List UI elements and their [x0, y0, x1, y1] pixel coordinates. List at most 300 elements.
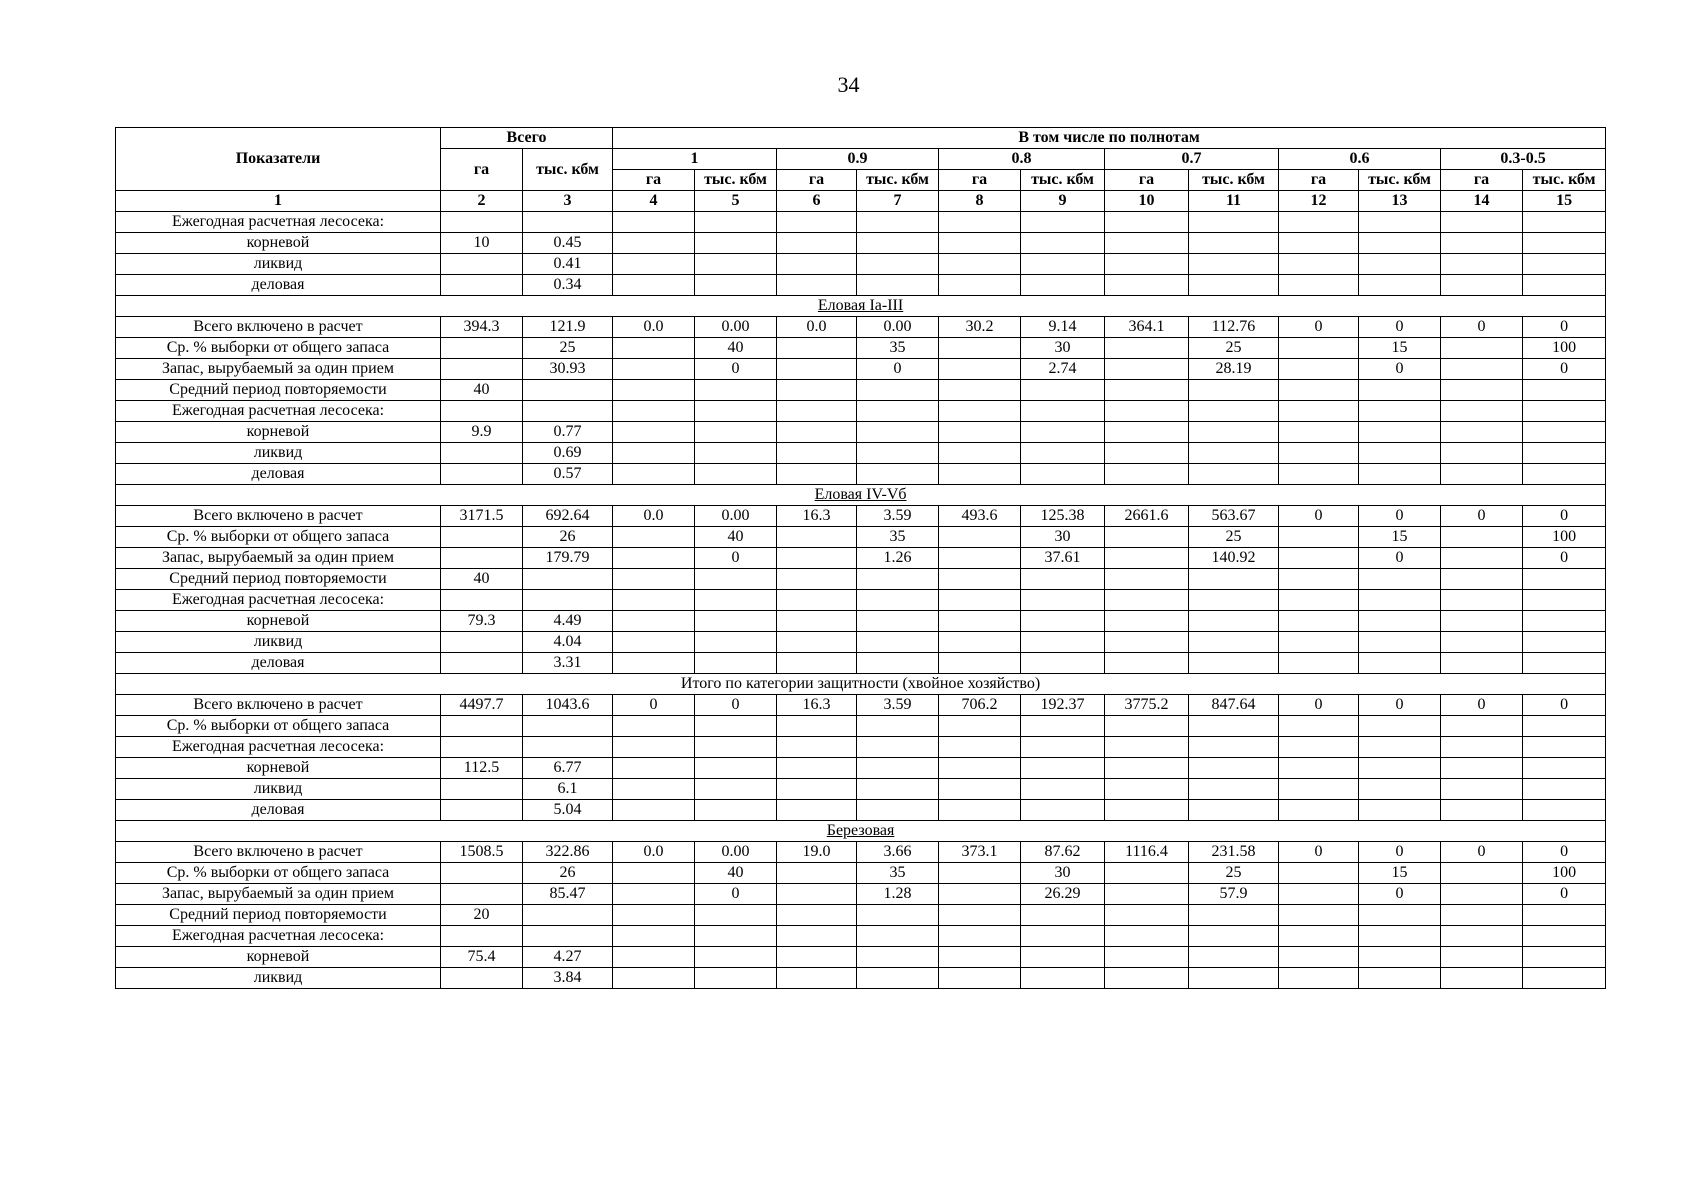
table-cell: [857, 401, 939, 422]
table-cell: [1021, 275, 1105, 296]
table-cell: [1279, 653, 1359, 674]
table-cell: [857, 464, 939, 485]
table-row: [116, 506, 1606, 527]
table-cell: 0: [613, 695, 695, 716]
table-cell: [1523, 737, 1606, 758]
table-cell: [1441, 611, 1523, 632]
table-cell: [695, 800, 777, 821]
column-number: 8: [939, 191, 1021, 212]
table-cell: 706.2: [939, 695, 1021, 716]
table-cell: [939, 905, 1021, 926]
table-cell: [1441, 947, 1523, 968]
column-number-row: [116, 191, 1606, 212]
table-cell: [939, 380, 1021, 401]
row-label: Запас, вырубаемый за один прием: [116, 548, 441, 569]
table-cell: [695, 401, 777, 422]
section-title: Березовая: [116, 821, 1606, 842]
table-cell: 0: [1523, 359, 1606, 380]
table-cell: [1279, 590, 1359, 611]
table-cell: [695, 779, 777, 800]
row-label: Всего включено в расчет: [116, 506, 441, 527]
header-density-0-8: 0.8: [939, 149, 1105, 170]
table-cell: [1021, 758, 1105, 779]
table-cell: [1189, 758, 1279, 779]
table-cell: [695, 653, 777, 674]
table-cell: [939, 233, 1021, 254]
table-cell: [1021, 737, 1105, 758]
table-cell: [695, 905, 777, 926]
table-cell: 6.77: [523, 758, 613, 779]
column-number: 6: [777, 191, 857, 212]
table-cell: [939, 716, 1021, 737]
table-cell: [939, 464, 1021, 485]
table-cell: [1105, 359, 1189, 380]
table-cell: [777, 905, 857, 926]
table-cell: [613, 716, 695, 737]
table-cell: [613, 905, 695, 926]
row-label: ликвид: [116, 254, 441, 275]
table-cell: [777, 632, 857, 653]
table-cell: [857, 905, 939, 926]
table-cell: 0: [1523, 695, 1606, 716]
table-cell: [523, 926, 613, 947]
row-label: Средний период повторяемости: [116, 380, 441, 401]
table-cell: [1105, 548, 1189, 569]
section-row: [116, 821, 1606, 842]
table-cell: [1105, 401, 1189, 422]
header-vol: тыс. кбм: [1021, 170, 1105, 191]
table-cell: [1279, 338, 1359, 359]
table-cell: [1523, 422, 1606, 443]
table-cell: [1021, 653, 1105, 674]
column-number: 9: [1021, 191, 1105, 212]
header-ha: га: [1105, 170, 1189, 191]
table-cell: [1523, 800, 1606, 821]
table-cell: 125.38: [1021, 506, 1105, 527]
table-cell: [695, 716, 777, 737]
table-cell: [1359, 233, 1441, 254]
table-row: [116, 905, 1606, 926]
table-cell: [613, 758, 695, 779]
table-cell: 5.04: [523, 800, 613, 821]
table-cell: [1359, 926, 1441, 947]
table-cell: [857, 590, 939, 611]
table-cell: [939, 422, 1021, 443]
table-cell: 373.1: [939, 842, 1021, 863]
column-number: 1: [116, 191, 441, 212]
table-cell: [777, 233, 857, 254]
table-row: [116, 716, 1606, 737]
table-cell: [1359, 611, 1441, 632]
table-cell: [1189, 653, 1279, 674]
table-cell: [613, 884, 695, 905]
table-cell: [695, 443, 777, 464]
table-cell: [1105, 527, 1189, 548]
table-cell: [613, 359, 695, 380]
table-cell: 0.34: [523, 275, 613, 296]
table-cell: 0: [1359, 317, 1441, 338]
table-cell: [695, 380, 777, 401]
table-cell: [1105, 653, 1189, 674]
table-cell: [857, 569, 939, 590]
table-cell: [523, 905, 613, 926]
table-cell: [777, 359, 857, 380]
table-cell: 322.86: [523, 842, 613, 863]
table-cell: [613, 968, 695, 989]
table-cell: 3.66: [857, 842, 939, 863]
table-cell: [1105, 632, 1189, 653]
table-cell: 1.28: [857, 884, 939, 905]
table-cell: [613, 569, 695, 590]
table-cell: [1523, 254, 1606, 275]
table-cell: 0.00: [695, 506, 777, 527]
table-cell: [1523, 611, 1606, 632]
table-cell: 6.1: [523, 779, 613, 800]
row-label: деловая: [116, 275, 441, 296]
table-cell: [1279, 548, 1359, 569]
table-cell: [613, 527, 695, 548]
table-cell: [695, 569, 777, 590]
row-label: Всего включено в расчет: [116, 695, 441, 716]
table-cell: [1523, 968, 1606, 989]
table-cell: [1105, 464, 1189, 485]
table-cell: [1523, 464, 1606, 485]
table-cell: [1359, 968, 1441, 989]
table-cell: 0: [1359, 548, 1441, 569]
table-cell: [1523, 569, 1606, 590]
table-cell: 692.64: [523, 506, 613, 527]
table-cell: 493.6: [939, 506, 1021, 527]
table-cell: 40: [695, 863, 777, 884]
table-cell: [1359, 779, 1441, 800]
table-cell: 25: [523, 338, 613, 359]
table-cell: [523, 590, 613, 611]
header-ha: га: [613, 170, 695, 191]
header-ha: га: [939, 170, 1021, 191]
table-cell: [523, 212, 613, 233]
table-cell: [777, 884, 857, 905]
table-cell: [857, 800, 939, 821]
table-cell: [1441, 800, 1523, 821]
table-cell: 3.59: [857, 506, 939, 527]
header-density-0-3-0-5: 0.3-0.5: [1441, 149, 1606, 170]
table-cell: [441, 443, 523, 464]
table-cell: [1105, 254, 1189, 275]
table-row: [116, 422, 1606, 443]
table-cell: [1279, 464, 1359, 485]
table-cell: [441, 527, 523, 548]
table-cell: [939, 548, 1021, 569]
column-number: 5: [695, 191, 777, 212]
table-cell: [939, 758, 1021, 779]
table-cell: [1105, 968, 1189, 989]
header-ha: га: [1279, 170, 1359, 191]
table-cell: [613, 653, 695, 674]
table-cell: 4.04: [523, 632, 613, 653]
table-cell: [1021, 611, 1105, 632]
row-label: корневой: [116, 233, 441, 254]
row-label: Ср. % выборки от общего запаса: [116, 863, 441, 884]
table-cell: [1441, 380, 1523, 401]
table-cell: [523, 737, 613, 758]
table-cell: [1359, 443, 1441, 464]
row-label: Всего включено в расчет: [116, 842, 441, 863]
table-row: [116, 947, 1606, 968]
table-cell: [777, 275, 857, 296]
table-cell: 140.92: [1189, 548, 1279, 569]
table-cell: [1105, 275, 1189, 296]
row-label: Запас, вырубаемый за один прием: [116, 884, 441, 905]
table-cell: 0: [1359, 842, 1441, 863]
row-label: корневой: [116, 758, 441, 779]
table-cell: 0: [1441, 506, 1523, 527]
table-cell: [1359, 569, 1441, 590]
table-cell: 0: [1359, 506, 1441, 527]
table-cell: [857, 212, 939, 233]
table-cell: [777, 800, 857, 821]
table-cell: 0: [1359, 884, 1441, 905]
table-cell: 3171.5: [441, 506, 523, 527]
table-cell: [1441, 443, 1523, 464]
header-vol: тыс. кбм: [1523, 170, 1606, 191]
table-cell: [1021, 590, 1105, 611]
table-cell: 35: [857, 338, 939, 359]
table-cell: [939, 884, 1021, 905]
table-cell: [523, 380, 613, 401]
table-cell: [1279, 527, 1359, 548]
table-row: [116, 800, 1606, 821]
column-number: 3: [523, 191, 613, 212]
table-cell: [1189, 779, 1279, 800]
table-row: [116, 548, 1606, 569]
table-row: [116, 212, 1606, 233]
header-vol: тыс. кбм: [857, 170, 939, 191]
table-row: [116, 569, 1606, 590]
table-cell: [1021, 422, 1105, 443]
table-cell: [441, 800, 523, 821]
table-cell: [613, 779, 695, 800]
table-cell: 40: [441, 380, 523, 401]
table-cell: [1441, 464, 1523, 485]
table-cell: [939, 800, 1021, 821]
column-number: 2: [441, 191, 523, 212]
table-cell: [1523, 401, 1606, 422]
table-cell: 30: [1021, 863, 1105, 884]
table-cell: 25: [1189, 527, 1279, 548]
table-cell: [777, 443, 857, 464]
section-title: Итого по категории защитности (хвойное хозяйство): [116, 674, 1606, 695]
row-label: Ежегодная расчетная лесосека:: [116, 590, 441, 611]
table-cell: 9.14: [1021, 317, 1105, 338]
table-cell: [441, 338, 523, 359]
table-cell: 85.47: [523, 884, 613, 905]
table-cell: [777, 212, 857, 233]
table-cell: 35: [857, 527, 939, 548]
section-row: [116, 674, 1606, 695]
row-label: Средний период повторяемости: [116, 569, 441, 590]
table-cell: 100: [1523, 338, 1606, 359]
table-cell: 0.41: [523, 254, 613, 275]
table-cell: [1359, 590, 1441, 611]
column-number: 15: [1523, 191, 1606, 212]
row-label: Запас, вырубаемый за один прием: [116, 359, 441, 380]
table-cell: [613, 212, 695, 233]
table-cell: [1441, 422, 1523, 443]
table-cell: [1523, 212, 1606, 233]
table-cell: [1189, 926, 1279, 947]
table-cell: [857, 737, 939, 758]
table-cell: [613, 401, 695, 422]
table-cell: [777, 548, 857, 569]
table-cell: 0: [695, 884, 777, 905]
table-cell: [1189, 212, 1279, 233]
table-cell: 1043.6: [523, 695, 613, 716]
table-row: [116, 884, 1606, 905]
table-cell: [1523, 275, 1606, 296]
table-cell: 87.62: [1021, 842, 1105, 863]
table-cell: [1105, 338, 1189, 359]
table-cell: [777, 569, 857, 590]
table-cell: [1359, 800, 1441, 821]
table-cell: [1279, 737, 1359, 758]
table-cell: [1359, 737, 1441, 758]
table-cell: [1441, 254, 1523, 275]
table-cell: 26.29: [1021, 884, 1105, 905]
table-cell: [441, 737, 523, 758]
table-cell: [441, 884, 523, 905]
table-cell: 0.77: [523, 422, 613, 443]
row-label: Ежегодная расчетная лесосека:: [116, 212, 441, 233]
table-cell: [613, 863, 695, 884]
table-cell: [695, 758, 777, 779]
header-total-vol: тыс. кбм: [523, 149, 613, 191]
row-label: деловая: [116, 653, 441, 674]
table-cell: [1105, 800, 1189, 821]
table-cell: [613, 380, 695, 401]
table-cell: [441, 590, 523, 611]
column-number: 13: [1359, 191, 1441, 212]
table-cell: [939, 590, 1021, 611]
table-cell: [1441, 338, 1523, 359]
table-cell: [695, 464, 777, 485]
table-cell: [1189, 905, 1279, 926]
table-cell: [1441, 716, 1523, 737]
table-row: [116, 527, 1606, 548]
table-cell: [939, 359, 1021, 380]
table-cell: 100: [1523, 527, 1606, 548]
table-cell: [1105, 611, 1189, 632]
table-cell: 3.31: [523, 653, 613, 674]
table-cell: [1021, 464, 1105, 485]
table-cell: 0.45: [523, 233, 613, 254]
table-cell: [613, 338, 695, 359]
table-cell: 19.0: [777, 842, 857, 863]
table-cell: [1441, 968, 1523, 989]
table-cell: 0: [1523, 506, 1606, 527]
table-cell: [1021, 569, 1105, 590]
table-cell: [441, 275, 523, 296]
table-cell: [1105, 779, 1189, 800]
table-cell: [1021, 443, 1105, 464]
table-cell: 0.00: [695, 317, 777, 338]
header-ha: га: [777, 170, 857, 191]
table-cell: [1441, 737, 1523, 758]
table-cell: [1523, 653, 1606, 674]
table-cell: [1189, 611, 1279, 632]
table-cell: [1441, 527, 1523, 548]
table-cell: [777, 380, 857, 401]
table-cell: [1441, 884, 1523, 905]
table-cell: [1279, 380, 1359, 401]
table-cell: 100: [1523, 863, 1606, 884]
table-cell: [857, 380, 939, 401]
table-cell: [1441, 905, 1523, 926]
table-cell: 0.57: [523, 464, 613, 485]
row-label: деловая: [116, 800, 441, 821]
table-cell: 112.5: [441, 758, 523, 779]
table-cell: [1441, 653, 1523, 674]
table-cell: [1021, 233, 1105, 254]
table-row: [116, 464, 1606, 485]
row-label: Ежегодная расчетная лесосека:: [116, 926, 441, 947]
table-cell: [1105, 569, 1189, 590]
table-cell: [1189, 254, 1279, 275]
header-density-0-6: 0.6: [1279, 149, 1441, 170]
table-cell: [613, 254, 695, 275]
table-cell: [857, 233, 939, 254]
table-cell: 0.00: [695, 842, 777, 863]
table-cell: 25: [1189, 338, 1279, 359]
table-cell: 0: [857, 359, 939, 380]
table-cell: [441, 401, 523, 422]
table-cell: 0.0: [613, 842, 695, 863]
table-cell: [1359, 905, 1441, 926]
table-cell: 3775.2: [1105, 695, 1189, 716]
table-cell: [523, 569, 613, 590]
row-label: Средний период повторяемости: [116, 905, 441, 926]
table-cell: [695, 254, 777, 275]
table-cell: [1279, 569, 1359, 590]
table-cell: [441, 779, 523, 800]
table-cell: [1523, 590, 1606, 611]
table-cell: [1279, 758, 1359, 779]
table-cell: [777, 779, 857, 800]
table-row: [116, 590, 1606, 611]
table-cell: [939, 275, 1021, 296]
page-number: 34: [837, 72, 860, 97]
header-vol: тыс. кбм: [1189, 170, 1279, 191]
table-cell: 121.9: [523, 317, 613, 338]
row-label: корневой: [116, 422, 441, 443]
table-cell: [441, 254, 523, 275]
table-cell: [1359, 212, 1441, 233]
row-label: Ср. % выборки от общего запаса: [116, 338, 441, 359]
table-cell: [1189, 443, 1279, 464]
table-cell: 3.59: [857, 695, 939, 716]
table-cell: [441, 212, 523, 233]
table-cell: 26: [523, 527, 613, 548]
table-cell: 57.9: [1189, 884, 1279, 905]
table-cell: [1189, 275, 1279, 296]
table-cell: [1105, 947, 1189, 968]
table-cell: 231.58: [1189, 842, 1279, 863]
table-cell: [1021, 716, 1105, 737]
table-cell: [857, 716, 939, 737]
table-cell: [857, 275, 939, 296]
table-cell: [857, 632, 939, 653]
section-title: Еловая IV-Vб: [116, 485, 1606, 506]
table-cell: [1021, 401, 1105, 422]
